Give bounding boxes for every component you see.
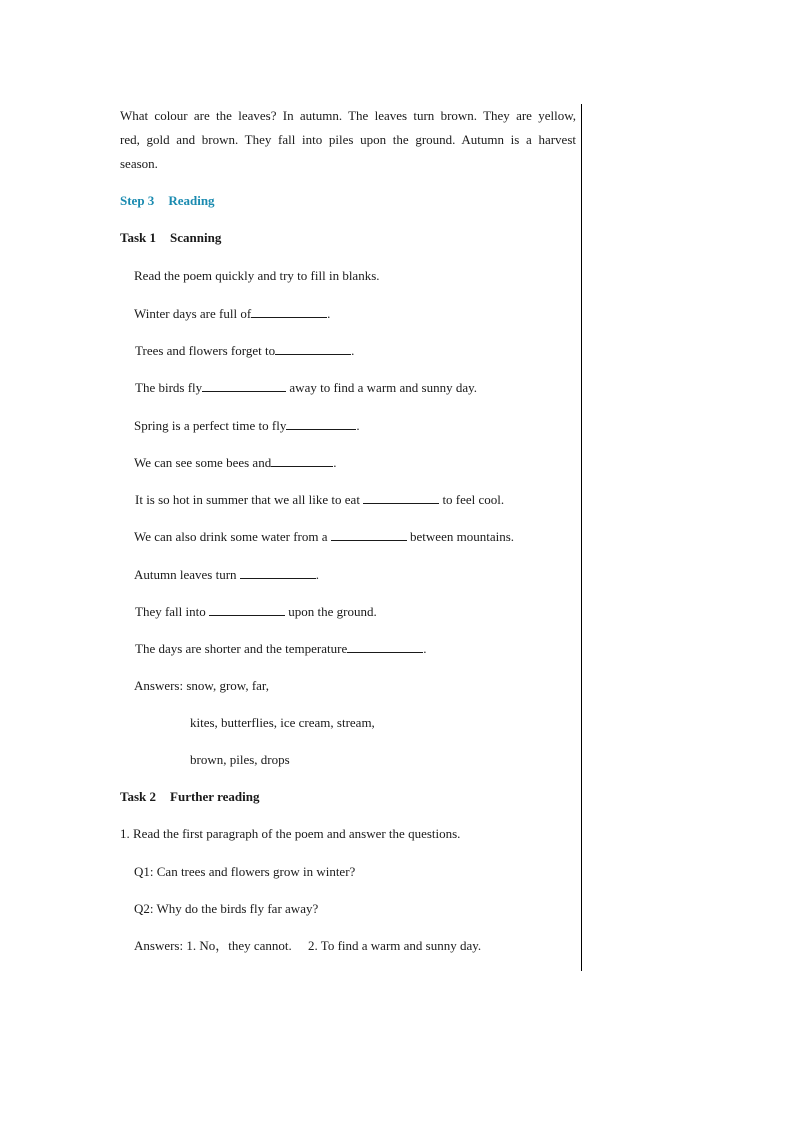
task1-answers-line-2: kites, butterflies, ice cream, stream, (190, 715, 375, 730)
task1-answers-line-3: brown, piles, drops (190, 752, 290, 767)
answer-blank (286, 417, 356, 430)
blank-item: We can also drink some water from a between mountains. (134, 529, 515, 544)
task2-title: Further reading (170, 789, 260, 804)
task1-label: Task 1 (120, 230, 157, 245)
blank-item: They fall into upon the ground. (135, 604, 377, 619)
blank-item: Winter days are full of . (134, 306, 331, 321)
task1-instruction: Read the poem quickly and try to fill in blanks. (134, 268, 380, 283)
answer-blank (209, 603, 285, 616)
answer-blank (271, 454, 333, 467)
blank-item: The birds fly away to find a warm and sunny day. (135, 380, 478, 395)
step3-label: Step 3 (120, 193, 155, 208)
blank-item: Trees and flowers forget to . (135, 343, 355, 358)
blank-item: Autumn leaves turn . (134, 567, 320, 582)
blank-item: The days are shorter and the temperature . (135, 641, 427, 656)
task2-question-1: Q1: Can trees and flowers grow in winter? (134, 864, 356, 879)
blank-item: Spring is a perfect time to fly . (134, 418, 360, 433)
task2-heading (120, 789, 259, 805)
answer-blank (240, 566, 316, 579)
task2-question-2: Q2: Why do the birds fly far away? (134, 901, 319, 916)
task1-heading (120, 230, 221, 246)
answer-blank (347, 640, 423, 653)
answer-blank (275, 342, 351, 355)
task1-answers: Answers: snow, grow, far, (134, 678, 269, 693)
step3-heading (120, 193, 215, 209)
column-divider (581, 104, 582, 971)
blank-item: It is so hot in summer that we all like to eat to feel cool. (135, 492, 505, 507)
task2-label: Task 2 (120, 789, 157, 804)
step3-title: Reading (168, 193, 215, 208)
answer-blank (363, 491, 439, 504)
intro-line-3: season. (120, 156, 158, 171)
intro-line-2: red, gold and brown. They fall into piles upon the ground. Autumn is a harvest (120, 132, 576, 147)
answer-blank (251, 305, 327, 318)
answer-blank (331, 528, 407, 541)
task1-title: Scanning (170, 230, 222, 245)
blank-item: We can see some bees and . (134, 455, 337, 470)
answer-blank (202, 379, 286, 392)
intro-line-1: What colour are the leaves? In autumn. The leaves turn brown. They are yellow, (120, 108, 576, 123)
task2-answers: Answers: 1. No，they cannot. 2. To find a warm and sunny day. (134, 938, 482, 953)
task2-instruction: 1. Read the first paragraph of the poem and answer the questions. (120, 826, 461, 841)
